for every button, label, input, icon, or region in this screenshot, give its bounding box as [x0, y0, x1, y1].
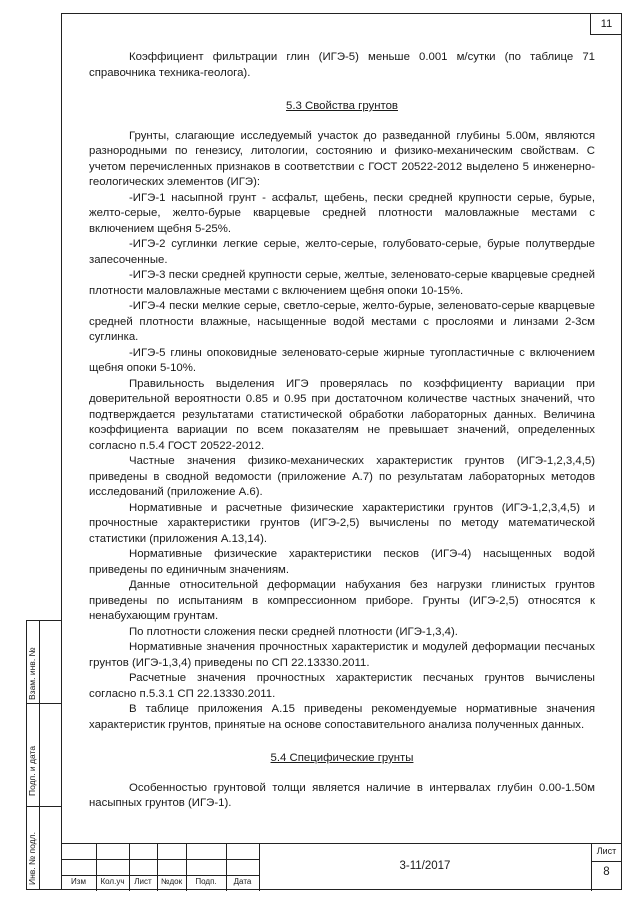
podp-data-label: Подп. и дата [27, 745, 37, 796]
stamp-divider [26, 889, 61, 890]
paragraph: Грунты, слагающие исследуемый участок до разведанной глубины 5.00м, являются разнородными по генезису, литологии, состоянию и физико-механическим свойствам. С учетом перечисленных признаков в соответствии с ГОСТ 20522-2012 выделено 5 инженерно-геологических элементов (ИГЭ): [89, 129, 595, 188]
vzam-inv-label: Взам. инв. № [27, 647, 37, 700]
paragraph: Особенностью грунтовой толщи является наличие в интервалах глубин 0.00-1.50м насыпных грунтов (ИГЭ-1). [89, 781, 595, 809]
tb-divider [61, 875, 259, 876]
col-list: Лист [134, 877, 152, 886]
stamp-divider [26, 620, 61, 621]
document-body [89, 50, 595, 812]
stamp-divider [26, 703, 61, 704]
paragraph: По плотности сложения пески средней плотности (ИГЭ-1,3,4). [129, 625, 458, 638]
section-heading [89, 751, 595, 767]
stamp-divider [26, 806, 61, 807]
paragraph: Данные относительной деформации набухания без нагрузки глинистых грунтов приведены по испытаниям в компрессионном приборе. Грунты (ИГЭ-2,5) относятся к ненабухающим грунтам. [89, 579, 595, 622]
inv-podl-label: Инв. № подл. [27, 832, 37, 885]
paragraph: -ИГЭ-5 глины опоковидные зеленовато-серые жирные тугопластичные с включением щебня опоки 5-10%. [89, 346, 595, 374]
col-podp: Подп. [195, 877, 217, 886]
col-data: Дата [233, 877, 252, 886]
tb-divider [61, 859, 259, 860]
stamp-divider [39, 620, 40, 890]
paragraph: Коэффициент фильтрации глин (ИГЭ-5) меньше 0.001 м/сутки (по таблице 71 справочника техника-геолога). [89, 51, 595, 79]
paragraph: -ИГЭ-2 суглинки легкие серые, желто-серые, голубовато-серые, бурые полутвердые запесоченные. [89, 238, 595, 266]
page-number: 11 [590, 13, 622, 35]
section-title-5-4: 5.4 Специфические грунты [270, 752, 414, 764]
paragraph: В таблице приложения А.15 приведены рекомендуемые нормативные значения характеристик грунтов, принятые на основе сопоставительного анализа полученных данных. [89, 703, 595, 731]
paragraph: Частные значения физико-механических характеристик грунтов (ИГЭ-1,2,3,4,5) приведены в сводной ведомости (приложение А.7) по результатам лабораторных методов исследований (приложение А.6). [89, 455, 595, 498]
paragraph: Нормативные физические характеристики песков (ИГЭ-4) насыщенных водой приведены по единичным значениям. [89, 548, 595, 576]
col-kol-uch: Кол.уч [100, 877, 125, 886]
col-no-dok: №док [160, 877, 183, 886]
sheet-number: 8 [603, 866, 610, 878]
paragraph: Расчетные значения прочностных характеристик песчаных грунтов вычислены согласно п.5.3.1 СП 22.13330.2011. [89, 672, 595, 700]
sheet-label: Лист [596, 846, 617, 856]
tb-divider [591, 861, 622, 862]
side-stamp [26, 620, 61, 890]
col-izm: Изм [71, 877, 86, 886]
paragraph: Правильность выделения ИГЭ проверялась по коэффициенту вариации при доверительной вероятности 0.85 и 0.95 при достаточном количестве частных значений, что подтверждается результатами статистической обработки лабораторных данных. Величина коэффициента вариации по всем показателям не превышает значений, определенных согласно п.5.4 ГОСТ 20522-2012. [89, 377, 595, 452]
paragraph: -ИГЭ-3 пески средней крупности серые, желтые, зеленовато-серые кварцевые средней плотности маловлажные местами с включением щебня опоки 10-15%. [89, 269, 595, 297]
paragraph: -ИГЭ-4 пески мелкие серые, светло-серые, желто-бурые, зеленовато-серые кварцевые средней плотности влажные, насыщенные водой местами с прослоями и линзами 2-3см суглинка. [89, 300, 595, 343]
paragraph: Нормативные значения прочностных характеристик и модулей деформации песчаных грунтов (ИГЭ-1,3,4) приведены по СП 22.13330.2011. [89, 641, 595, 669]
document-code: 3-11/2017 [399, 860, 451, 872]
section-title-5-3: 5.3 Свойства грунтов [285, 100, 398, 112]
section-heading [89, 99, 595, 115]
paragraph: -ИГЭ-1 насыпной грунт - асфальт, щебень, пески средней крупности серые, бурые, желто-серые, желто-бурые кварцевые средней плотности маловлажные местами с включением щебня 5-25%. [89, 191, 595, 235]
paragraph: Нормативные и расчетные физические характеристики грунтов (ИГЭ-1,2,3,4,5) и прочностные характеристики грунтов (ИГЭ-2,5) вычислены по методу математической статистики (приложения А.13,14). [89, 501, 595, 545]
